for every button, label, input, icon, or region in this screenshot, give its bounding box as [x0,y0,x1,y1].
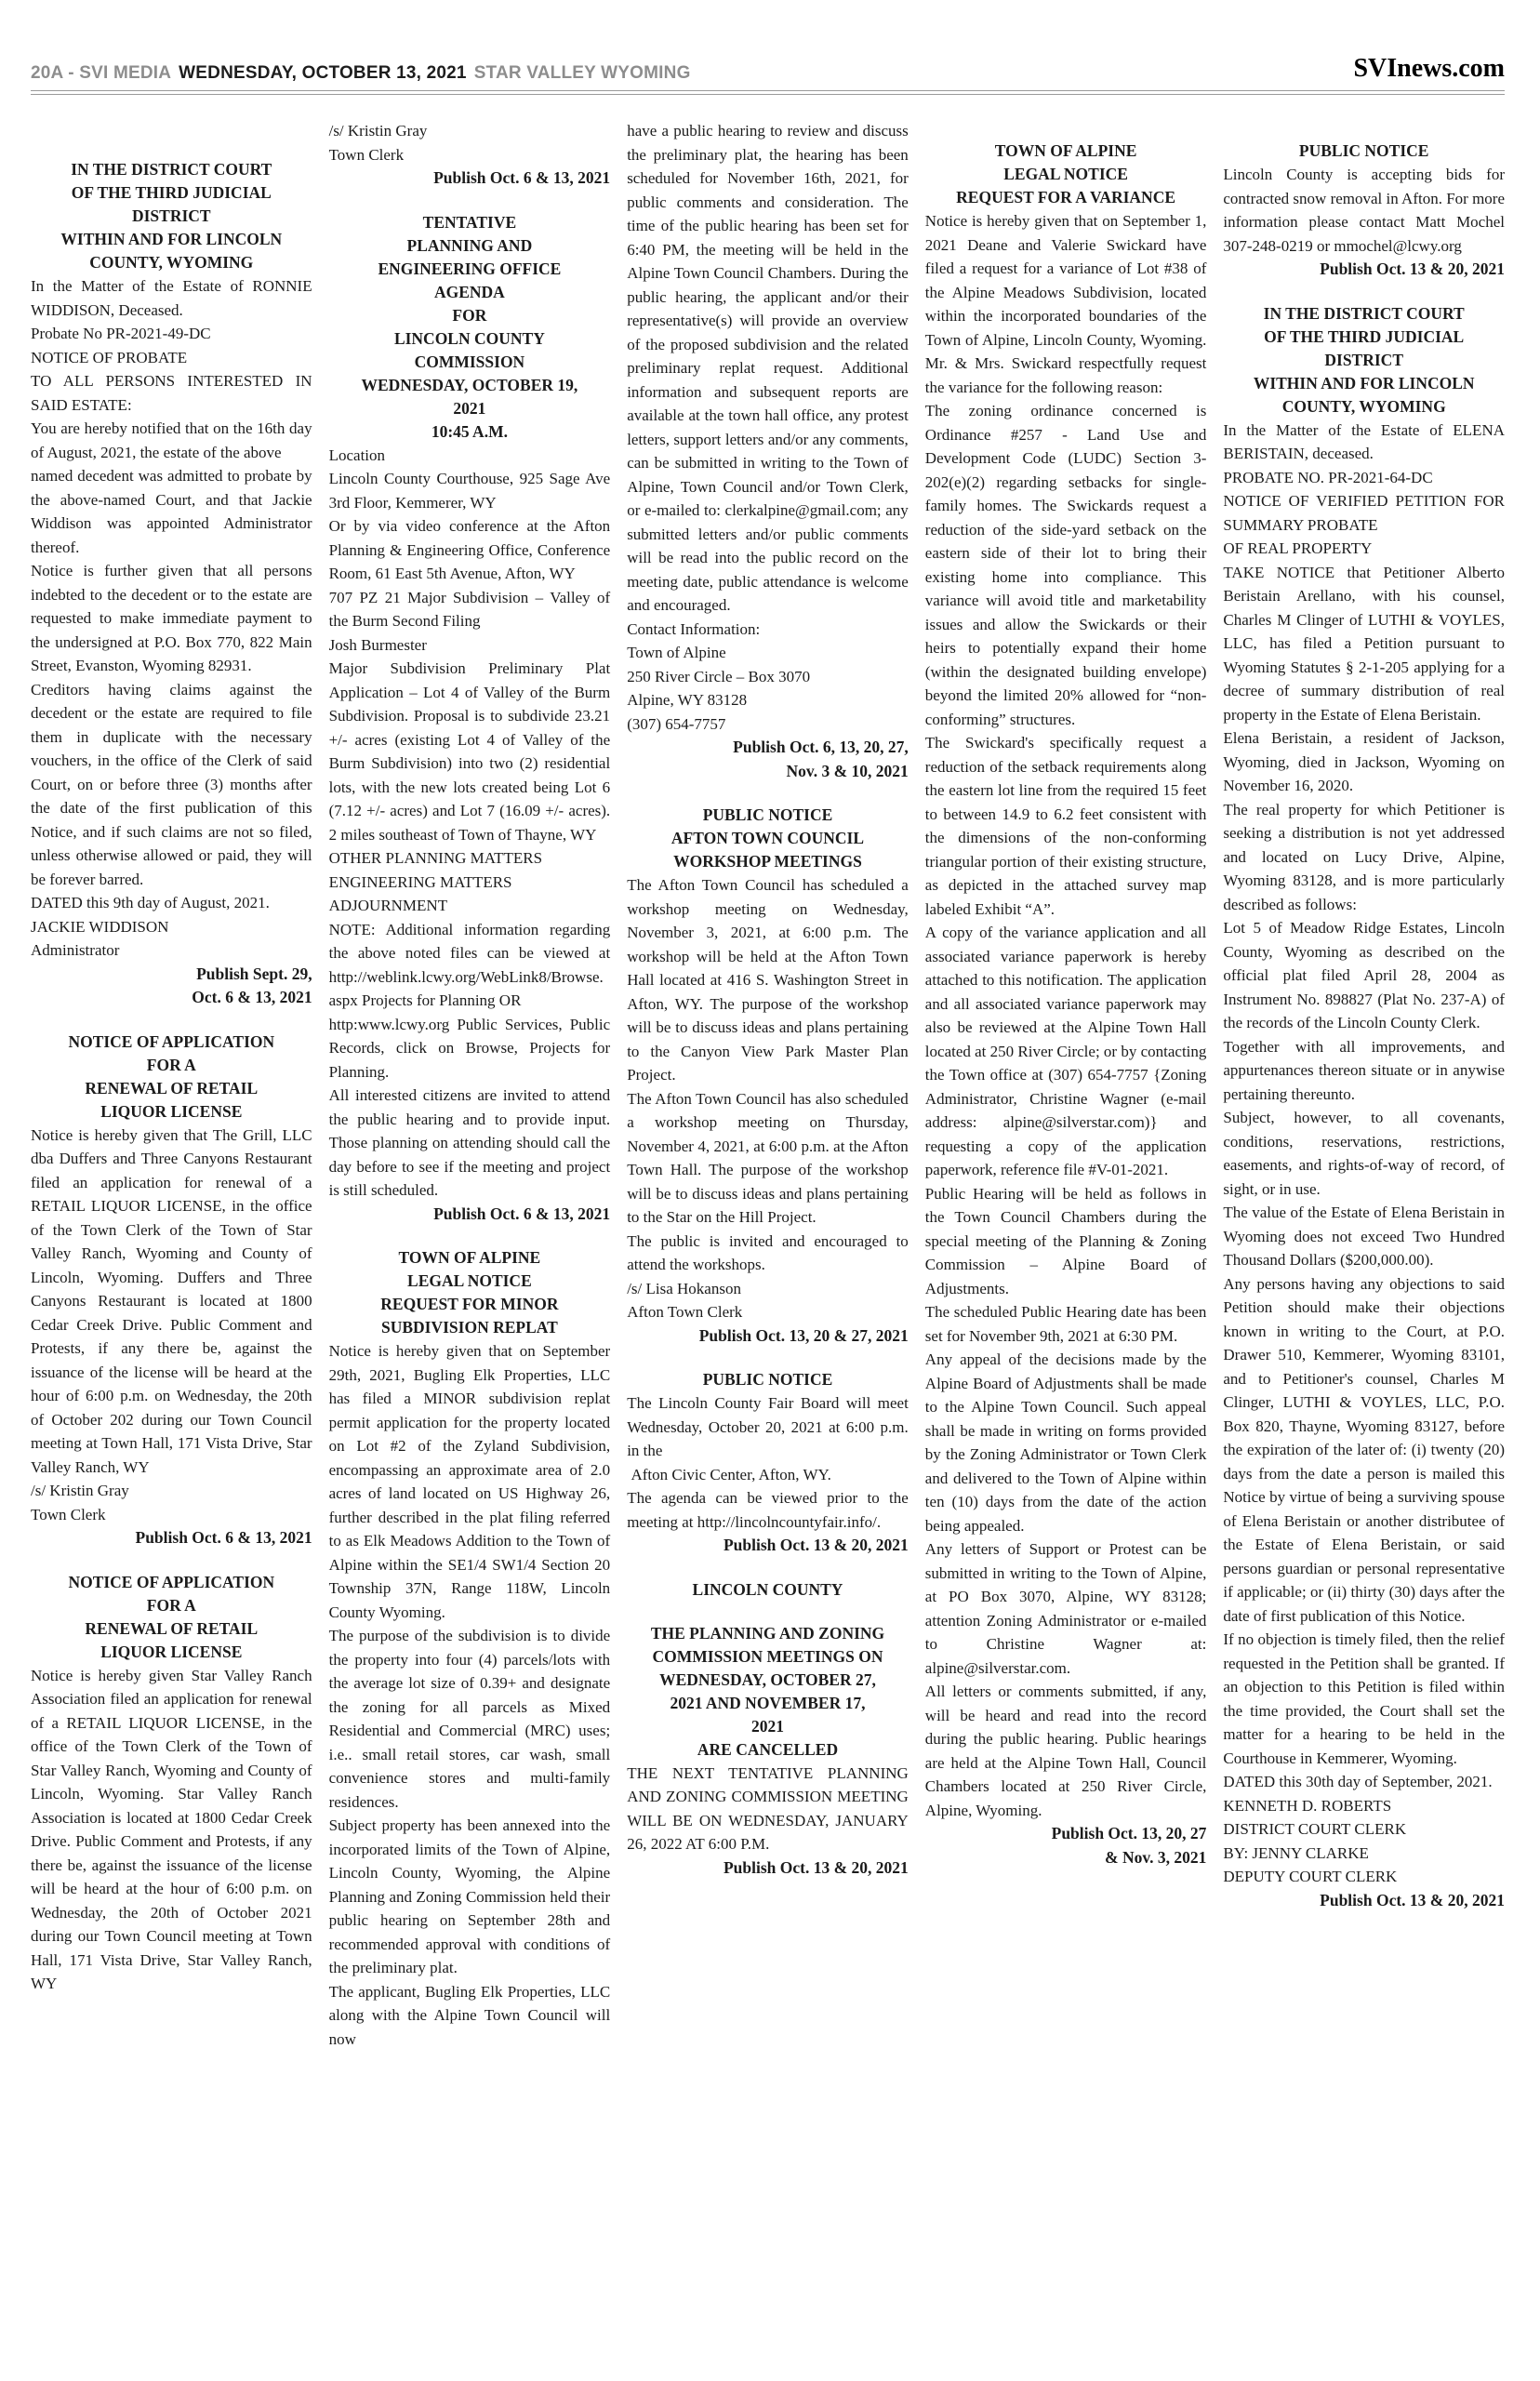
masthead-location: STAR VALLEY WYOMING [473,63,691,83]
heading-line: RENEWAL OF RETAIL [85,1618,259,1638]
heading-line: COUNTY, WYOMING [89,253,254,272]
publish-block [627,736,909,783]
notice-paragraph: DISTRICT COURT CLERK [1223,1820,1407,1838]
notice-paragraph: DATED this 9th day of August, 2021. [31,894,270,911]
heading-line: 2021 [750,1716,784,1736]
heading-line: WEDNESDAY, OCTOBER 27, [659,1669,876,1689]
notice-paragraph: Subject, however, to all covenants, conditions, reservations, restrictions, easements, and rights-of-way of record, of sight, or in use. [1223,1109,1505,1198]
heading-line: OF THE THIRD JUDICIAL [71,183,272,202]
heading-line: PUBLIC NOTICE [702,805,833,824]
publish-block [329,166,611,191]
notice-paragraph: Alpine, WY 83128 [627,691,748,709]
masthead-date: WEDNESDAY, OCTOBER 13, 2021 [179,63,467,83]
notice-heading [31,158,312,274]
notice-heading [627,1578,909,1602]
heading-line: TENTATIVE [422,212,517,232]
heading-line: SUBDIVISION REPLAT [380,1318,558,1337]
notice-paragraph: http:www.lcwy.org Public Services, Public Records, click on Browse, Projects for Planning. [328,1015,611,1081]
heading-line: 2021 AND NOVEMBER 17, [670,1693,866,1712]
heading-line: LIQUOR LICENSE [100,1642,243,1661]
heading-line: LINCOLN COUNTY [393,328,545,348]
notice-heading [1223,140,1505,163]
masthead-left [31,63,691,84]
notice-paragraph: Major Subdivision Preliminary Plat Application – Lot 4 of Valley of the Burm Subdivision. Proposal is to subdivide 23.21 +/- acres (existing Lot 4 of Valley of the Burm Subdivision) into two (2) residential lots, with the new lots created being Lot 6 (7.12 +/- acres) and Lot 7 (16.09 +/- acres). 2 miles southeast of Town of Thayne, WY [328,659,611,844]
heading-line: PUBLIC NOTICE [702,1370,833,1389]
notice-paragraph: NOTE: Additional information regarding the above noted files can be viewed at http://weblink.lcwy.org/WebLink8/Browse.aspx Projects for Planning OR [328,920,611,1009]
heading-line: IN THE DISTRICT COURT [71,160,272,179]
notice-paragraph: Public Hearing will be held as follows in the Town Council Chambers during the special meeting of the Planning & Zoning Commission – Alpine Board of Adjustments. [924,1184,1207,1297]
heading-line: FOR [452,305,487,325]
notice-paragraph: /s/ Kristin Gray [328,122,428,140]
publish-line: Publish Oct. 6 & 13, 2021 [433,168,611,187]
publish-block [329,1203,611,1227]
notice-paragraph: OF REAL PROPERTY [1223,539,1373,557]
columns-container [31,119,1505,2051]
heading-line: WITHIN AND FOR LINCOLN [60,230,283,248]
notice-paragraph: Lot 5 of Meadow Ridge Estates, Lincoln County, Wyoming as described on the official plat filed April 28, 2004 as Instrument No. 898827 (Plat No. 237-A) of the records of the Lincoln County Clerk. [1223,919,1505,1031]
notice-paragraph: The Lincoln County Fair Board will meet Wednesday, October 20, 2021 at 6:00 p.m. in the [627,1394,909,1459]
heading-line: DISTRICT [131,206,211,225]
publish-block [627,1324,909,1349]
heading-line: PUBLIC NOTICE [1298,141,1429,160]
notice-paragraph: NOTICE OF PROBATE [31,348,188,366]
heading-line: AGENDA [433,282,505,301]
heading-line: LEGAL NOTICE [407,1271,532,1290]
notice-paragraph: (307) 654-7757 [627,714,726,733]
publish-line: Publish Oct. 13, 20, 27 [1051,1824,1207,1842]
publish-block [925,1822,1207,1869]
notice-paragraph: The real property for which Petitioner is seeking a distribution is not yet addressed and located on Lucy Drive, Alpine, Wyoming 83128, and is more particularly described as follows: [1223,800,1505,913]
heading-line: NOTICE OF APPLICATION [68,1572,275,1591]
notice-paragraph: Any persons having any objections to said Petition should make their objections known in writing to the Court, at P.O. Drawer 510, Kemmerer, Wyoming 83101, and to Petitioner's counsel, Charles M Clinger, LUTHI & VOYLES, LLC, P.O. Box 820, Thayne, Wyoming 83127, before the expiration of the later of: (i) twenty (20) days from the date a person is mailed this Notice by virtue of being a surviving spouse of Elena Beristain or another distributee of the Estate of Elena Beristain, or said persons guardian or personal representative if applicable; or (ii) thirty (30) days after the date of first publication of this Notice. [1223,1274,1505,1625]
notice-heading [31,1571,312,1664]
notice-paragraph: DEPUTY COURT CLERK [1223,1868,1398,1885]
heading-line: RENEWAL OF RETAIL [85,1078,259,1097]
heading-line: THE PLANNING AND ZONING [650,1623,885,1643]
notice-paragraph: Afton Civic Center, Afton, WY. [627,1465,831,1483]
page-edition-label: 20A - SVI MEDIA [31,63,172,83]
publish-block [1223,258,1505,282]
publish-line: Publish Oct. 6, 13, 20, 27, [733,738,909,756]
publish-line: & Nov. 3, 2021 [1105,1847,1207,1867]
masthead-rule [31,90,1505,95]
notice-paragraph: The Afton Town Council has scheduled a workshop meeting on Wednesday, November 3, 2021, at 6:00 p.m. The workshop will be held at the Afton Town Hall located at 416 S. Washington Street in Afton, WY. The purpose of the workshop will be to discuss ideas and plans pertaining to the Canyon View Park Master Plan Project. [627,876,909,1084]
notice-paragraph: If no objection is timely filed, then the relief requested in the Petition shall be granted. If an objection to this Petition is filed within the time provided, the Court shall set the matter for a hearing to be held in the Courthouse in Kemmerer, Wyoming. [1223,1630,1505,1767]
notice-paragraph: Notice is further given that all persons indebted to the decedent or to the estate are requested to make immediate payment to the undersigned at P.O. Box 770, 822 Main Street, Evanston, Wyoming 82931. [31,562,312,674]
heading-line: LEGAL NOTICE [1003,165,1128,183]
notice-paragraph: The purpose of the subdivision is to divide the property into four (4) parcels/lots with the average lot size of 0.39+ and designate the zoning for all parcels as Mixed Residential and Commercial (MRC) uses; i.e.. small retail stores, car wash, small convenience stores and multi-family residences. [328,1627,611,1811]
notice-column-1 [31,119,312,2051]
notice-paragraph: KENNETH D. ROBERTS [1223,1796,1392,1815]
notice-paragraph: ADJOURNMENT [328,897,448,914]
heading-line: WITHIN AND FOR LINCOLN [1253,373,1475,392]
heading-line: TOWN OF ALPINE [994,141,1137,160]
heading-line: PLANNING AND [406,235,533,255]
heading-line: LIQUOR LICENSE [100,1101,243,1121]
notice-column-4 [925,119,1207,2051]
notice-heading [627,1368,909,1391]
heading-line: DISTRICT [1324,350,1403,369]
notice-paragraph: BY: JENNY CLARKE [1223,1843,1369,1862]
notice-paragraph: All letters or comments submitted, if any, will be heard and read into the record during the public hearing. Public hearings are held at the Alpine Town Hall, Council Chambers located at 250 River Circle, Alpine, Wyoming. [924,1683,1207,1819]
heading-line: WORKSHOP MEETINGS [673,852,862,871]
notice-paragraph: Location [328,446,386,464]
publish-block [1223,1889,1505,1913]
heading-line: 2021 [453,398,486,418]
notice-paragraph: THE NEXT TENTATIVE PLANNING AND ZONING COMMISSION MEETING WILL BE ON WEDNESDAY, JANUARY 26, 2022 AT 6:00 P.M. [627,1763,909,1853]
notice-paragraph: Lincoln County Courthouse, 925 Sage Ave 3rd Floor, Kemmerer, WY [328,470,611,512]
masthead-site-link: SVInews.com [1353,54,1505,83]
notice-paragraph: The Swickard's specifically request a reduction of the setback requirements along the eastern lot line from the required 15 feet to between 14.9 to 6.2 feet consistent with the dimensions of the non-conforming triangular portion of their existing structure, as depicted in the attached survey map labeled Exhibit “A”. [924,734,1207,918]
heading-line: OF THE THIRD JUDICIAL [1264,326,1465,346]
notice-paragraph: Town Clerk [328,145,405,164]
notice-paragraph: In the Matter of the Estate of ELENA BERISTAIN, deceased. [1223,420,1505,462]
notice-paragraph: The applicant, Bugling Elk Properties, LLC along with the Alpine Town Council will now [328,1982,611,2048]
heading-line: FOR A [146,1595,196,1615]
heading-line: ENGINEERING OFFICE [378,259,562,278]
notice-paragraph: OTHER PLANNING MATTERS [328,849,543,867]
notice-paragraph: Notice is hereby given that The Grill, LLC dba Duffers and Three Canyons Restaurant filed an application for renewal of a RETAIL LIQUOR LICENSE, in the office of the Town Clerk of the Town of Star Valley Ranch, Wyoming and County of Lincoln, Wyoming. Duffers and Three Canyons Restaurant is located at 1800 Cedar Creek Drive. Public Comment and Protests, if any there be, against the issuance of the license will be heard at the hour of 6:00 p.m. on Wednesday, the 20th of October 202 during our Town Council meeting at Town Hall, 171 Vista Drive, Star Valley Ranch, WY [31,1125,312,1476]
notice-heading [925,140,1207,209]
publish-line: Publish Oct. 13 & 20, 2021 [723,1857,909,1877]
notice-paragraph: PROBATE NO. PR-2021-64-DC [1223,468,1433,486]
publish-line: Publish Oct. 13 & 20, 2021 [1320,259,1505,278]
heading-line: COMMISSION [414,352,525,371]
notice-heading [627,804,909,873]
masthead [31,54,1505,84]
notice-paragraph: Probate No PR-2021-49-DC [31,325,211,342]
notice-paragraph: JACKIE WIDDISON [31,917,169,936]
publish-line: Publish Oct. 6 & 13, 2021 [135,1528,312,1547]
notice-heading [1223,302,1505,419]
publish-block [627,1534,909,1558]
heading-line: NOTICE OF APPLICATION [68,1031,275,1051]
heading-line: REQUEST FOR MINOR [380,1295,559,1313]
publish-line: Nov. 3 & 10, 2021 [786,761,909,780]
heading-line: TOWN OF ALPINE [398,1248,541,1267]
notice-paragraph: ENGINEERING MATTERS [328,872,512,891]
notice-paragraph: have a public hearing to review and discuss the preliminary plat, the hearing has been scheduled for November 16th, 2021, for public comments and consideration. The time of the public hearing has been set for 6:40 PM, the meeting will be held in the Alpine Town Council Chambers. During the public hearing, the applicant and/or their representative(s) will provide an overview of the proposed subdivision and the related preliminary replat request. Additional information and subsequent reports are available at the town hall office, any protest letters, support letters and/or any comments, can be submitted in writing to the Town of Alpine, Town Council and/or Town Clerk, or e-mailed to: clerkalpine@gmail.com; any submitted letters and/or public comments will be read into the public record on the meeting date, public attendance is welcome and encouraged. [627,122,909,614]
heading-line: COMMISSION MEETINGS ON [652,1646,883,1666]
notice-paragraph: Subject property has been annexed into the incorporated limits of the Town of Alpine, Lincoln County, Wyoming, the Alpine Planning and Zoning Commission held their public hearing on September 28th and recommended approval with conditions of the preliminary plat. [328,1816,611,1976]
heading-line: IN THE DISTRICT COURT [1263,303,1465,323]
notice-paragraph: Josh Burmester [328,635,427,654]
column-spacer [31,119,312,138]
notice-paragraph: The zoning ordinance concerned is Ordinance #257 - Land Use and Development Code (LUDC) Section 3-202(e)(2) regarding setbacks for single-family homes. The Swickards request a reduction of the side-yard setback on the eastern side of their lot to bring their existing home into compliance. This variance will avoid title and marketability issues and allow the Swickards or their heirs to potentially expand their home (within the designated building envelope) beyond the limited 20% allowed for “non-conforming” structures. [924,402,1207,728]
notice-paragraph: Notice is hereby given that on September 29th, 2021, Bugling Elk Properties, LLC has filed a MINOR subdivision replat permit application for the property located on Lot #2 of the Zyland Subdivision, encompassing an approximate area of 2.0 acres of land located on US Highway 26, further described in the plat filing referred to as Elk Meadows Addition to the Town of Alpine within the SE1/4 SW1/4 Section 20 Township 37N, Range 118W, Lincoln County Wyoming. [328,1342,611,1621]
heading-line: AFTON TOWN COUNCIL [670,829,865,847]
notice-heading [31,1031,312,1124]
notice-paragraph: Town of Alpine [627,644,726,661]
notice-paragraph: Notice is hereby given that on September 1, 2021 Deane and Valerie Swickard have filed a request for a variance of Lot #38 of the Alpine Meadows Subdivision, located within the incorporated boundaries of the Town of Alpine, Lincoln County, Wyoming. Mr. & Mrs. Swickard respectfully request the variance for the following reason: [924,212,1207,396]
notice-heading [329,1246,611,1339]
publish-line: Oct. 6 & 13, 2021 [192,988,312,1006]
publish-block [31,1526,312,1550]
notice-paragraph: Afton Town Clerk [627,1303,743,1321]
notice-paragraph: You are hereby notified that on the 16th day of August, 2021, the estate of the above [31,419,312,461]
notice-paragraph: Or by via video conference at the Afton Planning & Engineering Office, Conference Room, 61 East 5th Avenue, Afton, WY [328,517,611,582]
notice-paragraph: Any appeal of the decisions made by the Alpine Board of Adjustments shall be made to the Alpine Town Council. Such appeal shall be made in writing on forms provided by the Zoning Administrator or Town Clerk and delivered to the Town of Alpine within ten (10) days from the date of the action being appealed. [924,1350,1207,1535]
publish-line: Publish Oct. 13 & 20, 2021 [723,1536,909,1554]
notice-paragraph: Elena Beristain, a resident of Jackson, Wyoming, died in Jackson, Wyoming on November 16, 2020. [1223,729,1505,794]
notice-paragraph: Lincoln County is accepting bids for contracted snow removal in Afton. For more information please contact Matt Mochel 307-248-0219 or mmochel@lcwy.org [1223,166,1506,255]
heading-line: FOR A [146,1055,196,1074]
notice-paragraph: DATED this 30th day of September, 2021. [1223,1773,1493,1790]
notice-paragraph: Together with all improvements, and appurtenances thereon situate or in anywise pertaining thereunto. [1223,1037,1505,1103]
notice-column-5 [1223,119,1505,2051]
notice-paragraph: Creditors having claims against the decedent or the estate are required to file them in duplicate with the necessary vouchers, in the office of the Clerk of said Court, on or before three (3) months after the date of the first publication of this Notice, and if such claims are not so filed, unless otherwise allowed or paid, they will be forever barred. [31,680,312,888]
notice-paragraph: NOTICE OF VERIFIED PETITION FOR SUMMARY PROBATE [1223,492,1505,534]
notice-paragraph: Any letters of Support or Protest can be submitted in writing to the Town of Alpine, at PO Box 3070, Alpine, WY 83128; attention Zoning Administrator or e-mailed to Christine Wagner at: alpine@silverstar.com. [924,1540,1207,1677]
publish-block [627,1856,909,1881]
notice-paragraph: A copy of the variance application and all associated variance paperwork is hereby attached to this notification. The application and all associated variance paperwork may also be reviewed at the Alpine Town Hall located at 250 River Circle; or by contacting the Town office at (307) 654-7757 {Zoning Administrator, Christine Wagner (e-mail address: alpine@silverstar.com)} and requesting a copy of the application paperwork, reference file #V-01-2021. [924,924,1207,1178]
notice-paragraph: Notice is hereby given Star Valley Ranch Association filed an application for renewal of a RETAIL LIQUOR LICENSE, in the office of the Town Clerk of the Town of Star Valley Ranch, Wyoming and County of Lincoln, Wyoming. Star Valley Ranch Association is located at 1800 Cedar Creek Drive. Public Comment and Protests, if any there be, against the issuance of the license will be heard at the hour of 6:00 p.m. on Wednesday, the 20th of October 2021 during our Town Council meeting at Town Hall, 171 Vista Drive, Star Valley Ranch, WY [31,1666,312,1992]
notice-heading [329,211,611,444]
publish-line: Publish Oct. 13 & 20, 2021 [1320,1890,1505,1909]
notice-paragraph: The public is invited and encouraged to attend the workshops. [627,1231,909,1273]
notice-paragraph: Town Clerk [31,1505,106,1523]
notice-paragraph: The Afton Town Council has also scheduled a workshop meeting on Thursday, November 4, 2021, at 6:00 p.m. at the Afton Town Hall. The purpose of the workshop will be to discuss ideas and plans pertaining to the Star on the Hill Project. [627,1089,909,1226]
publish-block [31,963,312,1010]
notice-heading [627,1622,909,1762]
notice-column-2 [329,119,611,2051]
notice-paragraph: named decedent was admitted to probate by the above-named Court, and that Jackie Widdison was appointed Administrator thereof. [31,467,312,556]
heading-line: WEDNESDAY, OCTOBER 19, [361,375,578,394]
heading-line: LINCOLN COUNTY [692,1579,843,1599]
notice-paragraph: Administrator [31,941,120,959]
notice-paragraph: TO ALL PERSONS INTERESTED IN SAID ESTATE: [31,372,312,414]
notice-paragraph: /s/ Kristin Gray [31,1482,129,1499]
heading-line: ARE CANCELLED [697,1739,839,1759]
publish-line: Publish Oct. 13, 20 & 27, 2021 [698,1325,909,1345]
notice-paragraph: All interested citizens are invited to attend the public hearing and to provide input. Those planning on attending should call the day before to see if the meeting and project is still scheduled. [328,1086,611,1199]
notice-paragraph: 250 River Circle – Box 3070 [627,667,811,685]
notice-column-3 [627,119,909,2051]
notice-paragraph: The agenda can be viewed prior to the meeting at http://lincolncountyfair.info/. [627,1489,909,1531]
publish-line: Publish Sept. 29, [196,964,312,983]
notice-paragraph: The scheduled Public Hearing date has been set for November 9th, 2021 at 6:30 PM. [924,1303,1207,1345]
notice-paragraph: TAKE NOTICE that Petitioner Alberto Beristain Arellano, with his counsel, Charles M Clinger of LUTHI & VOYLES, LLC, has filed a Petition pursuant to Wyoming Statutes § 2-1-205 applying for a decree of summary distribution of real property in the Estate of Elena Beristain. [1223,563,1505,724]
notice-paragraph: In the Matter of the Estate of RONNIE WIDDISON, Deceased. [31,277,312,319]
heading-line: 10:45 A.M. [431,421,508,441]
notice-paragraph: Contact Information: [627,619,761,638]
heading-line: REQUEST FOR A VARIANCE [956,188,1176,206]
publish-line: Publish Oct. 6 & 13, 2021 [433,1204,611,1223]
notice-paragraph: /s/ Lisa Hokanson [627,1279,741,1297]
notice-paragraph: 707 PZ 21 Major Subdivision – Valley of the Burm Second Filing [328,588,611,630]
heading-line: COUNTY, WYOMING [1281,396,1446,416]
notice-paragraph: The value of the Estate of Elena Beristain in Wyoming does not exceed Two Hundred Thousand Dollars ($200,000.00). [1223,1204,1505,1269]
